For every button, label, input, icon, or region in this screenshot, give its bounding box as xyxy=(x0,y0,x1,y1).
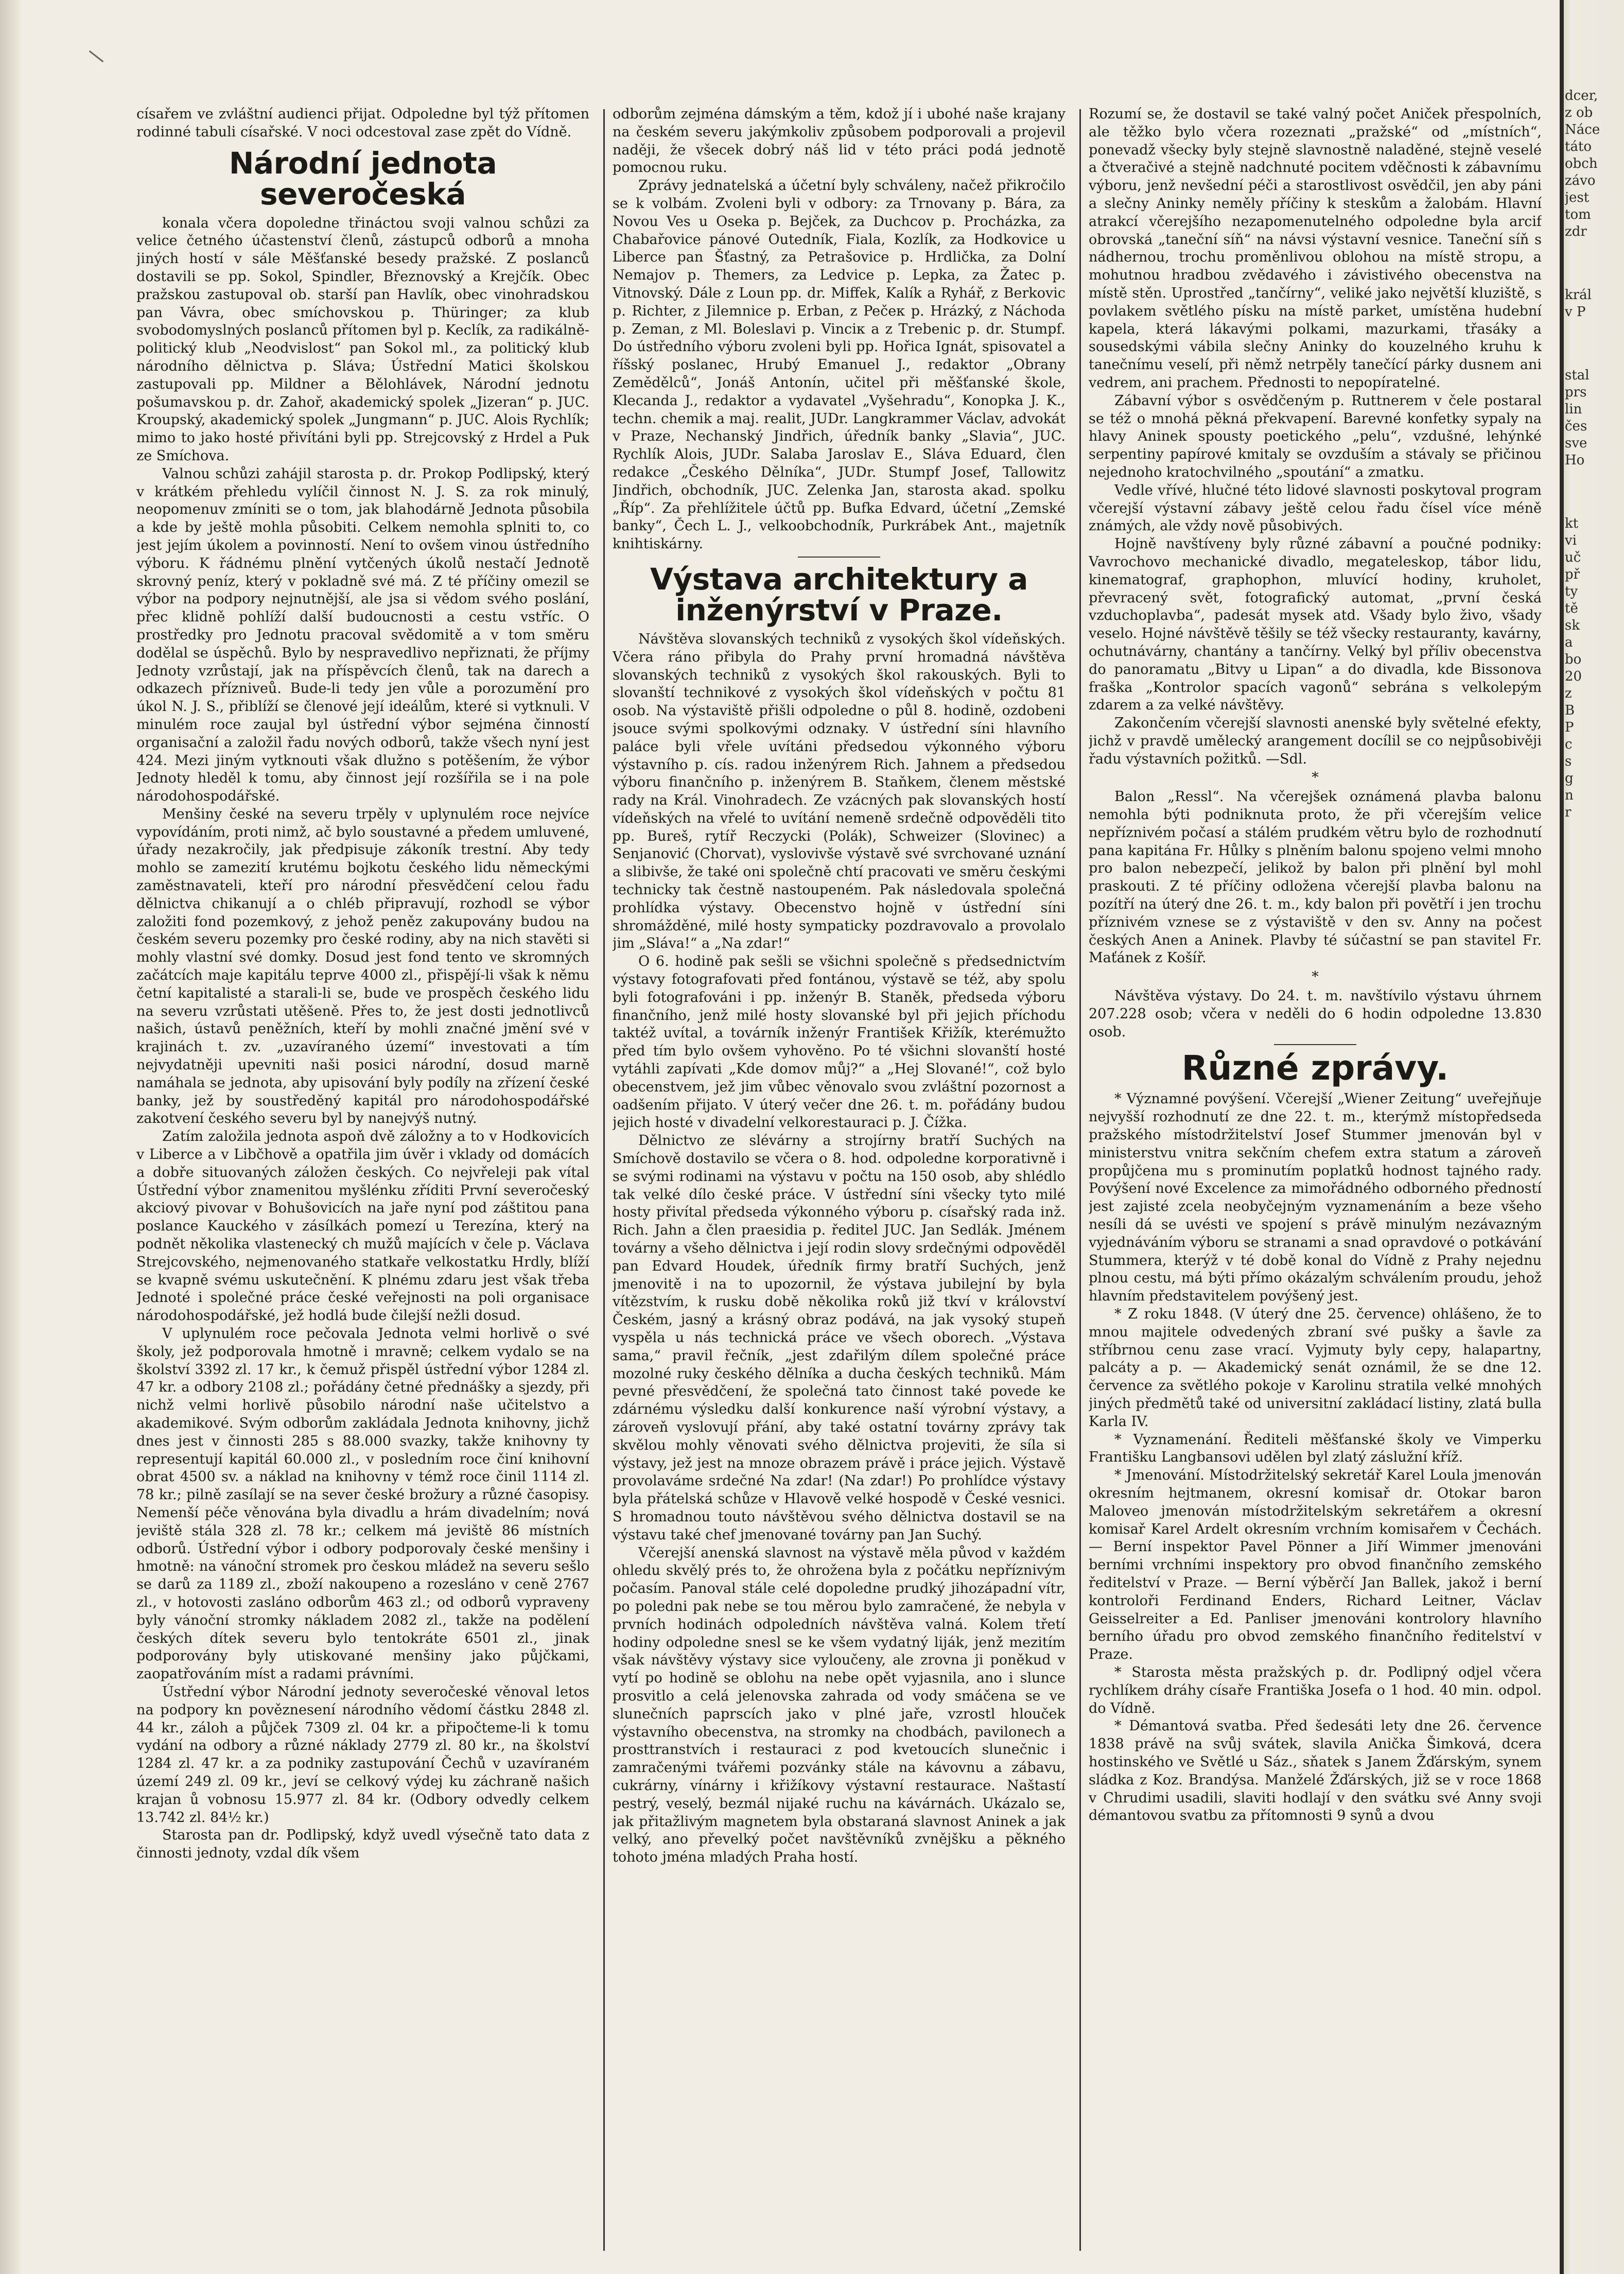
edge-fragment: kt xyxy=(1565,516,1579,531)
column-rule xyxy=(603,109,605,2251)
margin-mark xyxy=(89,50,104,62)
article-paragraph: Včerejší anenská slavnost na výstavě měla původ v každém ohledu skvělý prés to, že ohrožena byla z počátku nepříznivým počasím. Panoval stále celé dopoledne prudký jihozápadní vítr, po poledni pak nebe se tou měrou bylo zamračené, že nebyla v prvních hodinách odpoledních návštěva valná. Kolem třetí hodiny odpoledne snesl se ke všem vydatný liják, jenž mezitím však návštěvy výstavy sice vyloučeny, ale zrovna ji poněkud v vytí po hodině se oblohu na nebe opět vyjasnila, ano i slunce prosvitlo a celá jelenovska zahrada od vody smáčena se ve slunečních paprscích jako v plné jaře, vzrostl hlouček výstavního obecenstva, na stromky na chodbách, pavilonech a prosttranstvích i restauraci z pod kvetoucích slunečnic i zamračenými tvářemi pozvánky stále na kávovnu a zábavu, cukrárny, vínárny i křižíkovy výstavní restaurace. Naštastí pestrý, veselý, bezmál nijaké ruchu na kávárnách. Ukázalo se, jak přitažlivým magnetem byla obstaraná slavnost Aninek a jak velký, ano převelký počet navštěvníků zvnějšku a pěkného tohoto jména mladých Praha hostí. xyxy=(613,1544,1066,1866)
page-fold-line xyxy=(1560,0,1564,2274)
edge-fragment: c xyxy=(1565,737,1573,752)
article-paragraph: O 6. hodině pak sešli se všichni společně s předsednictvím výstavy fotografovati před fontánou, výstavě se též, aby spolu byli fotografováni i pp. inženýr B. Staněk, předseda výboru finančního, jenž milé hosty slovanské byl při jejich příchodu taktéž uvítal, a továrník inženýr František Křižík, kterémužto před tím bylo ovšem vyhověno. Po té všichni slovanští hosté vytáhli zapívati „Kde domov můj?“ a „Hej Slované!“, což bylo obecenstvem, jež jim vůbec věnovalo svou zvláštní pozornost a oadšením přijato. V úterý večer dne 26. t. m. pořádány budou jejich hosté v divadelní velkorestauraci p. J. Čížka. xyxy=(613,953,1066,1131)
article-paragraph: Návštěva výstavy. Do 24. t. m. navštívilo výstavu úhrnem 207.228 osob; včera v neděli do 6 hodin odpoledne 13.830 osob. xyxy=(1089,988,1542,1040)
column-2 xyxy=(613,106,1066,2252)
separator-stars-icon: * xyxy=(1312,770,1319,786)
headline-vystava-architektury: Výstava architektury a inženýrství v Praze. xyxy=(650,561,1028,628)
article-paragraph: Vedle vřívé, hlučné této lidové slavnosti poskytoval program včerejší výstavní zábavy ještě celou řadu čísel více méně známých, ale vždy nově působivých. xyxy=(1089,482,1542,534)
edge-fragment: závo xyxy=(1565,173,1596,188)
news-item: * Starosta města pražských p. dr. Podlipný odjel včera rychlíkem dráhy císaře Františka Josefa o 1 hod. 40 min. odpol. do Vídně. xyxy=(1089,1664,1542,1716)
edge-fragment: g xyxy=(1565,771,1574,786)
edge-fragment: uč xyxy=(1565,550,1581,565)
edge-fragment: prs xyxy=(1565,385,1587,400)
edge-fragment: př xyxy=(1565,567,1580,582)
news-item: * Z roku 1848. (V úterý dne 25. července) ohlášeno, že to mnou majitele odvedených zbraní své pušky a šavle za stříbrnou cenu zase vrací. Vyjmuty byly cepy, halapartny, palcáty a p. — Akademický senát oznámil, že se dne 12. července za světlého pokoje v Karolinu stratila velké mnohých jiných předmětů také od universitní zakládací listiny, zlatá bulla Karla IV. xyxy=(1089,1306,1542,1430)
edge-fragment: v P xyxy=(1565,304,1586,320)
article-paragraph: Zprávy jednatelská a účetní byly schváleny, načež přikročilo se k volbám. Zvoleni byli v odbory: za Trnovany p. Bára, za Novou Ves u Oseka p. Bejček, za Duchcov p. Procházka, za Chabařovice pánové Outedník, Fiala, Kozlík, za Hodkovice u Liberce pan Šťastný, za Petrašovice p. Hrdlička, za Dolní Nemajov p. Themers, za Ledvice p. Lepka, za Žatec p. Vitnovský. Dále z Loun pp. dr. Miffek, Kalík a Ryhář, z Berkovic p. Richter, z Jilemnice p. Erban, z Pečeк p. Hrázký, z Náchoda p. Zeman, z Ml. Boleslavi p. Vinciк a z Trebenic p. dr. Stumpf. Do ústředního výboru zvoleni byli pp. Hořica Ignát, spisovatel a říšský poslanec, Hrubý Emanuel J., redaktor „Obrany Zemědělců“, Jonáš Antonín, učitel při měšťanské škole, Klecanda J., redaktor a vydavatel „Vyšehradu“, Konopka J. K., techn. chemik a maj. realit, JUDr. Langkrammer Václav, advokát v Praze, Nechanský Jindřich, úředník banky „Slavia“, JUC. Rychlík Alois, JUDr. Salaba Jaroslav E., Sláva Eduard, člen redakce „Českého Dělníka“, JUDr. Stumpf Josef, Tallowitz Jindřich, obchodník, JUC. Zelenka Jan, starosta akad. spolku „Říp“. Za přehlížitele účtů pp. Bufka Edvard, účetní „Zemské banky“, Čech L. J., velkoobchodník, Purkrábek Ant., majetník knihtiskárny. xyxy=(613,178,1066,552)
article-paragraph: císařem ve zvláštní audienci přijat. Odpoledne byl týž přítomen rodinné tabuli císařské. V noci odcestoval zase zpět do Vídně. xyxy=(136,106,589,140)
column-rule xyxy=(1079,109,1081,2251)
section-divider xyxy=(1274,1044,1356,1045)
edge-fragment: král xyxy=(1565,287,1592,303)
edge-fragment: ty xyxy=(1565,584,1578,599)
edge-fragment: lin xyxy=(1565,402,1582,417)
column-3 xyxy=(1089,106,1542,2252)
edge-fragment: obch xyxy=(1565,156,1598,171)
edge-fragment: r xyxy=(1565,805,1571,820)
news-item: * Démantová svatba. Před šedesáti lety dne 26. července 1838 právě na svůj svátek, slavila Anička Šimková, dcera hostinského ve Světlé u Sáz., sňatek s Janem Žďárským, synem sládka z Koz. Brandýsa. Manželé Žďárských, již se v roce 1868 v Chrudimi usadili, slaviti hodlají v den svátku své Anny svoji démantovou svatbu za přítomnosti 9 synů a dvou xyxy=(1089,1718,1542,1824)
edge-fragment: sve xyxy=(1565,436,1587,451)
edge-fragment: bo xyxy=(1565,652,1582,667)
edge-fragment: B xyxy=(1565,703,1575,718)
edge-fragment: s xyxy=(1565,754,1572,769)
edge-fragment: stal xyxy=(1565,368,1590,383)
article-paragraph: Menšiny české na severu trpěly v uplynulém roce nejvíce vypovídáním, proti nimž, ač bylo soustavné a předem umluvené, úřady nezakročily, jak předpisuje zákoník trestní. Aby tedy mohlo se zamezití krutému bojkotu českého lidu německými zaměstnavateli, kteří pro národní přesvědčení celou řadu dělnictva chikanují a o chléb připravují, rozhodl se výbor založiti fond pozemkový, z jehož peněz zakupovány budou na českém severu pozemky pro české rodiny, aby na nich stavěti si mohly vlastní své domky. Dosud jest fond tento ve skromných začátcích maje kapitálu teprve 4000 zl., přispějí-li však k němu četní kapitalisté a starali-li se, bude ve prospěch českého lidu na severu vzrůstati utěšeně. Přes to, že jest dosti jednotlivců našich, ústavů peněžních, kteří by mohli značné jmění své v krajinách t. zv. „uzavíraného území“ investovati a tím nejvydatněji upevniti naši posici národní, dosud marně namáhala se jednota, aby upisování byly podíly na zřízení české banky, jež by soustředěný kapitál pro národohospodářské zakotvení českého severu byl by nanejvýš nutný. xyxy=(136,806,589,1127)
next-page-text-fragments xyxy=(1565,88,1624,2198)
edge-fragment: z ob xyxy=(1565,105,1593,120)
headline-narodni-jednota: Národní jednota severočeská xyxy=(229,145,497,212)
edge-fragment: n xyxy=(1565,788,1574,803)
article-paragraph: odborům zejména dámským a těm, kdož jí i ubohé naše krajany na českém severu jakýmkoliv způsobem podporovali a projevil naději, že všecek dobrý náš lid v této práci podá jednotě pomocnou ruku. xyxy=(613,106,1066,176)
edge-gap xyxy=(1565,469,1624,515)
article-paragraph: Valnou schůzi zahájil starosta p. dr. Prokop Podlipský, který v krátkém přehledu vylíčil činnost N. J. S. za rok minulý, neopomenuv zmíniti se o tom, jak blahodárně Jednota působila a kde by ještě mohla působiti. Celkem nemohla splniti to, co jest jejím úkolem a povinností. Není to ovšem vinou ústředního výboru. K řádnému plnění vytčených úkolů nestačí Jednotě skrovný peníz, který v pokladně své má. Z té příčiny omezil se výbor na podpory nejnutnější, ale jsa si vědom svého poslání, přec klidně pohlíží další budoucnosti a cestu vstříc. O prostředky pro Jednotu pracoval svědomitě a v tom směru dodělal se úspěchů. Bylo by nespravedlivo nepřiznati, že příjmy Jednoty vzrůstají, jak na příspěvcích členů, tak na darech a odkazech přízniveů. Bude-li tedy jen vůle a porozumění pro úkol N. J. S., přiblíží se členové její ideálům, které si vytknuli. V minulém roce zaujal byl ústřední výbor sejména činností organisační a založil řadu nových odborů, takže všech nyní jest 424. Mezi jiným vytknouti však dlužno s potěšením, že výbor Jednoty hleděl k tomu, aby činnost její rozšířila se i na pole národohospodářské. xyxy=(136,465,589,805)
separator-stars-icon: * xyxy=(1312,969,1319,985)
article-paragraph: V uplynulém roce pečovala Jednota velmi horlivě o své školy, jež podporovala hmotně i mravně; celkem vydalo se na školství 3392 zl. 17 kr., k čemuž přispěl ústřední výbor 1284 zl. 47 kr. a odbory 2108 zl.; pořádány četné přednášky a sjezdy, při nichž velmi horlivě působilo národní naše učitelstvo a akademikové. Svým odborům zakládala Jednota knihovny, jichž dnes jest v činnosti 285 s 88.000 svazky, takže knihovny ty representují kapitál 60.000 zl., v posledním roce činí knihovní obrat 4500 sv. a náklad na knihovny v témž roce činil 1114 zl. 78 kr.; pilně zasílají se na sever české brožury a různé časopisy. Nemenší péče věnována byla divadlu a hrám divadelním; nová jeviště stála 328 zl. 78 kr.; celkem má jeviště 86 místních odborů. Ústřední výbor i odbory podporovaly české menšiny i hmotně: na vánoční stromek pro českou mládež na severu sešlo se darů za 1189 zl., zboží nakoupeno a rozesláno v ceně 2767 zl., v hotovosti zasláno odborům 463 zl.; od odborů vypraveny byly vánoční stromky nákladem 2082 zl., takže na podělení českých dítek severu bylo tentokráte 6501 zl., jinak podporovány byly utiskované menšiny jako půjčkami, zaopatřováním míst a radami právními. xyxy=(136,1326,589,1682)
article-paragraph: Zatím založila jednota aspoň dvě záložny a to v Hodkovicích v Liberce a v Libčhově a opatřila jim úvěr i vklady od domácích a dobře situovaných záložen českých. Co nejvřeleji pak vítal Ústřední výbor znamenitou myšlénku zříditi První severočeský akciový pivovar v Bohušovicích na jaře nyní pod záštitou pana poslance Kauckého v zásílkách pomezí u Terezína, který na podnět několika vlastenecký ch mužů majících v čele p. Václava Strejcovského, nejmenovaného statkaře velkostatku Hrdly, blíží se kvapně svému uskutečnění. K plnému zdaru jest však třeba Jednoté i společné práce české veřejnosti na poli organisace národohospodářské, jež hodlá bude čilejší nežli dosud. xyxy=(136,1129,589,1324)
article-paragraph: Návštěva slovanských techniků z vysokých škol vídeňských. Včera ráno přibyla do Prahy první hromadná návštěva slovanských techniků z vysokých škol rakouských. Byli to slovanští technikové z vysokých škol vídeňských v počtu 81 osob. Na výstaviště přišli odpoledne o půl 8. hodině, ozdobeni jsouce svými spolkovými odznaky. V ústřední síni hlavního paláce byli vřele uvítáni předsedou výkonného výboru výstavního p. cís. radou inženýrem Rich. Jahnem a předsedou výboru finančního p. inženýrem B. Staňkem, členem městské rady na Král. Vinohradech. Ze vzácných pak slovanských hostí vídeňských na vřelé to uvítání nemeně srdečně odpověděli tito pp. Bureš, rytíř Reczycki (Polák), Schweizer (Slovinec) a Senjanović (Chorvat), vyslovivše výstavě své svrchované uznání a slibivše, že také oni společně chtí pracovati ve směru českými technicky tak čestně nastoupeném. Pak následovala společná prohlídka výstavy. Obecenstvo hojně v ústřední síni shromážděné, milé hosty sympaticky pozdravovalo a provolalo jim „Sláva!“ a „Na zdar!“ xyxy=(613,631,1066,952)
headline-ruzne-zpravy: Různé zprávy. xyxy=(1181,1048,1449,1088)
article-paragraph: Zábavní výbor s osvědčeným p. Ruttnerem v čele postaral se též o mnohá pěkná překvapení. Barevné konfetky sypaly na hlavy Aninek spousty poetického „pelu“, vzdušné, lehýnké serpentiny papírové kmitaly se ovzduším a stávaly se přičinou nejednoho kratochvilného „spoutání“ a zmatku. xyxy=(1089,392,1542,480)
edge-fragment: táto xyxy=(1565,139,1592,154)
news-item: * Vyznamenání. Řediteli měšťanské školy ve Vimperku Františku Langbansovi udělen byl zlatý záslužní kříž. xyxy=(1089,1431,1542,1466)
article-paragraph: Ústřední výbor Národní jednoty severočeské věnoval letos na podpory kn pověznesení národního vědomí částku 2848 zl. 44 kr., záloh a půjček 7309 zl. 04 kr. a připočteme-li k tomu vydání na odbory a různé náklady 2779 zl. 80 kr., na školství 1284 zl. 47 kr. a za podniky zastupování Čechů v uzavíraném území 249 zl. 09 kr., jeví se celkový výdej ku záchraně našich krajan ů vobnosu 15.977 zl. 84 kr. (Odbory odvedly celkem 13.742 zl. 84½ kr.) xyxy=(136,1683,589,1826)
edge-gap xyxy=(1565,321,1624,367)
edge-fragment: a xyxy=(1565,635,1573,650)
article-paragraph: Dělnictvo ze slévárny a strojírny bratří Suchých na Smíchově dostavilo se včera o 8. hod. odpoledne korporativně i se svými rodinami na výstavu v počtu na 150 osob, aby shlédlo tak velké dílo české práce. V ústřední síni všecky tyto milé hosty přivítal předseda výkonného výboru p. císařský rada inž. Rich. Jahn a člen praesidia p. ředitel JUC. Jan Sedlák. Jménem továrny a všeho dělnictva i její rodin slovy srdečnými odpověděl pan Edvard Houdek, úředník firmy bratří Suchých, jenž jmenovitě i na to upozornil, že výstava jubilejní by byla vítězstvím, k rusku době několika roků již tkví v království Českém, jasný a krásný obraz podává, na jak vysoký stupeň vyspěla u nás technická práce ve všech oborech. „Výstava sama,“ pravil řečník, „jest zdařilým dílem společné práce mozolné ruky českého dělníka a ducha českých techniků. Mám pevné přesvědčení, že společná tato činnost také povede ke zdárnému výsledku další konkurence naší výrobní výstavy, a zároveň vyslovují přání, aby také ostatní továrny zprávy tak skvělou mohly věnovati svého dělnictva projeviti, že síla si výstavy, jež jest na mnoze obrazem právě i práce jejich. Výstavě provolaváme srdečné Na zdar! (Na zdar!) Po prohlídce výstavy byla přátelská schůze v Hlavově velké hospodě v České vesnici. S hromadnou touto návštěvou svého dělnictva dostavil se na výstavu také chef jmenované továrny pan Jan Suchý. xyxy=(613,1133,1066,1543)
article-paragraph: Hojně navštíveny byly různé zábavní a poučné podniky: Vavrochovo mechanické divadlo, megateleskop, tábor lidu, kinematograf, graphophon, mluvící hodiny, kruholet, převracený svět, fotografický automat, „první česká vzduchoplavba“, padesát mysek atd. Všady bylo živo, všady veselo. Hojné návštěvě těšily se též všecky restauranty, kavárny, ochutnávárny, chantány a tančírny. Velký byl příliv obecenstva do panoramatu „Bitvy u Lipan“ a do divadla, kde Bissonova fraška „Kontrolor spacích vagonů“ sebrána s velkolepým zdarem a za velké návštěvy. xyxy=(1089,536,1542,714)
edge-fragment: čes xyxy=(1565,419,1587,434)
edge-fragment: Ho xyxy=(1565,453,1585,468)
edge-fragment: jest xyxy=(1565,190,1590,205)
news-item: * Významné povýšení. Včerejší „Wiener Zeitung“ uveřejňuje nejvyšší rozhodnutí ze dne 22. t. m., kterýmž místopředseda pražského místodržitelství Josef Stummer jmenován byl v ministerstvu vnitra sekčním chefem extra statum a zároveň propůjčena mu s prominutím poplatků hodnost tajného rady. Povýšení nové Excelence za mimořádného odborného předností jest zajisté zcela neobyčejným vyznamenáním a beze všeho nesíli dá se uvésti ve spojení s právě minulým nezávazným vyjednáváním výboru se stranami a snad opravdové o potkávání Stummera, kterýž v té době konal do Vídně z Prahy nejednu plnou cestu, má býti přímo okázalým schválením proudu, jehož hlavním představitelem povýšený jest. xyxy=(1089,1091,1542,1305)
edge-fragment: z xyxy=(1565,686,1572,701)
article-paragraph: konala včera dopoledne třináctou svoji valnou schůzi za velice četného účastenství členů, zástupců odborů a mnoha jiných hostí v sále Měšťanské besedy pražské. Z poslanců dostavili se pp. Sokol, Spindler, Březnovský a Krejčík. Obec pražskou zastupoval ob. starší pan Havlík, obec vinohradskou pan Vávra, obec smíchovskou p. Thüringer; za klub svobodomyslných poslanců přítomen byl p. Keclík, za radikálně-politický klub „Neodvislost“ pan Sokol ml., za politický klub národního dělnictva p. Sláva; Ústřední Matici školskou zastupovali pp. Mildner a Bělohlávek, Národní jednotu pošumavskou p. dr. Zahoř, akademický spolek „Jizeran“ p. JUC. Kroupský, akademický spolek „Jungmann“ p. JUC. Alois Rychlík; mimo to jako hosté přivítáni byli pp. Strejcovský z Hrdel a Puk ze Smíchova. xyxy=(136,215,589,464)
article-paragraph: Balon „Ressl“. Na včerejšek oznámená plavba balonu nemohla býti podniknuta proto, že při včerejším velice nepříznivém počasí a stálém prudkém větru bylo de rozhodnutí pana kapitána Fr. Hůlky s plněním balonu spojeno velmi mnoho pro balon nebezpečí, jelikož by balon při plnění byl mohl praskouti. Z té příčiny odložena včerejší plavba balonu na pozítří na úterý dne 26. t. m., kdy balon při povětří i jen trochu příznivém vznese se z výstaviště v den sv. Anny na počest českých Anen a Aninek. Plavby té súčastní se pan stavitel Fr. Maťánek z Košíř. xyxy=(1089,789,1542,966)
news-item: * Jmenování. Místodržitelský sekretář Karel Loula jmenován okresním hejtmanem, okresní komisař dr. Otokar baron Maloveo jmenován místodržitelským sekretářem a okresní komisař Karel Ardelt okresním vrchním komisařem v Čechách. — Berní inspektor Pavel Pönner a Jiří Wimmer jmenováni berními vrchními inspektory pro obvod finančního zemského ředitelství v Praze. — Berní výběrčí Jan Ballek, jakož i berní kontroloři Ferdinand Enders, Richard Leitner, Václav Geisselreiter a Ed. Panliser jmenováni kontrolory hlavního berního úřadu pro obvod zemského finančního ředitelství v Praze. xyxy=(1089,1467,1542,1663)
page-left-shadow xyxy=(0,0,21,2274)
edge-fragment: sk xyxy=(1565,618,1580,633)
edge-fragment: zdr xyxy=(1565,224,1587,239)
edge-fragment: dcer, xyxy=(1565,88,1598,103)
edge-fragment: tě xyxy=(1565,601,1578,616)
edge-fragment: vi xyxy=(1565,533,1577,548)
edge-fragment: 20 xyxy=(1565,669,1582,684)
edge-fragment: Náce xyxy=(1565,122,1600,137)
article-paragraph: Rozumí se, že dostavil se také valný počet Aniček přespolních, ale těžko bylo včera rozeznati „pražské“ od „místních“, ponevadž všecky byly stejně slavnostně naladěné, stejně veselé a čtveračivé a stejně nadchnuté pocitem vděčnosti k zábavnímu výboru, jenž nevšední péči a starostlivost osvědčil, jen aby páni a slečny Aninky neměly příčiny k steskům a žalobám. Hlavní atrakcí včerejšího nezapomenutelného odpoledne byla arcif obrovská „taneční síň“ na návsi výstavní vesnice. Taneční síň s nádhernou, trochu proměnlivou oblohou na místě stropu, a mohutnou hradbou zvědavého i závistivého obecenstva na místě stěn. Uprostřed „tančírny“, veliké jako největší kluziště, s povlakem světlého písku na místě parket, umístěna hudební kapela, která lákavými polkami, mazurkami, třasáky a sousedskými vábila slečny Aninky do kouzelného kruhu k tanečnímu veselí, při němž netrpěly tanečící párky dusnem ani vedrem, ani prachem. Přednosti to nepopíratelné. xyxy=(1089,106,1542,391)
edge-gap xyxy=(1565,240,1624,287)
section-divider xyxy=(798,557,880,558)
article-paragraph: Zakončením včerejší slavnosti anenské byly světelné efekty, jichž v pravdě umělecký arangement docílil se co nejpůsobivěji řadu výstavních požitků. —Sdl. xyxy=(1089,715,1542,767)
column-1 xyxy=(136,106,589,2252)
edge-fragment: P xyxy=(1565,720,1574,735)
edge-fragment: tom xyxy=(1565,207,1591,222)
article-paragraph: Starosta pan dr. Podlipský, když uvedl výsečně tato data z činnosti jednoty, vzdal dík všem xyxy=(136,1827,589,1862)
